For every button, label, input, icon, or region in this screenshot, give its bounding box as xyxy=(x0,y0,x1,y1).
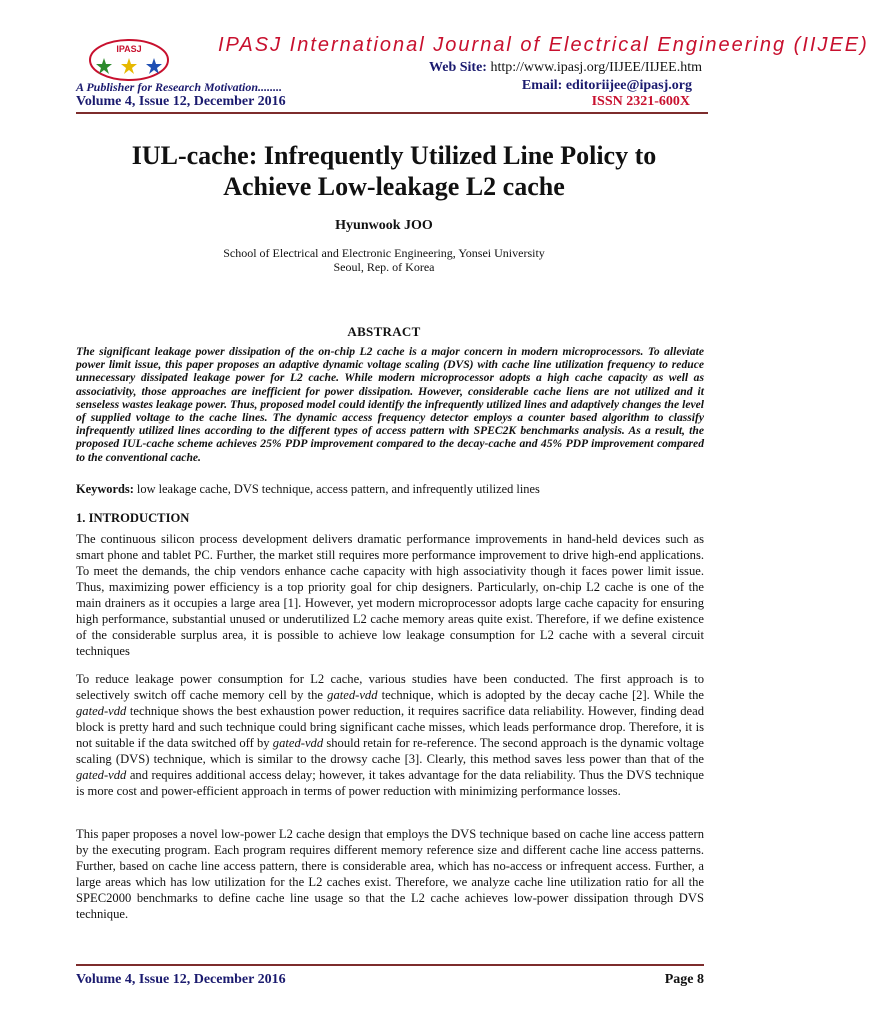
website-line xyxy=(429,60,702,76)
p2-text-b: technique, which is adopted by the decay cache [2]. While the xyxy=(377,688,705,702)
intro-paragraph-3: This paper proposes a novel low-power L2 cache design that employs the DVS technique based on cache line access pattern by the executing program. Each program requires different memory reference size and different cache line access patterns. Further, based on cache line access pattern, there is considerable area, which has no-access or infrequent access. Further, a large areas which has low utilization for the L2 caches exist. Therefore, we analyze cache line utilization ratio for all the SPEC2000 benchmarks to define cache line usage so that the L2 cache achieves low-power dissipation through DVS technique. xyxy=(76,827,704,921)
title-line-1: IUL-cache: Infrequently Utilized Line Policy to xyxy=(131,141,657,170)
issn: ISSN 2321-600X xyxy=(591,94,690,109)
affiliation xyxy=(0,246,768,274)
journal-title: IPASJ International Journal of Electrical Engineering (IIJEE) xyxy=(218,34,869,56)
author: Hyunwook JOO xyxy=(335,218,433,233)
intro-paragraph-1: The continuous silicon process development delivers dramatic performance improvements in hand-held devices such as smart phone and tablet PC. Further, the market still requires more performance improvement to drive high-end applications. To meet the demands, the chip vendors enhance cache capacity with high associativity though it faces power limit issue. Thus, maximizing power efficiency is a top priority goal for chip designers. Particularly, on-chip L2 cache is one of the main drainers as it occupies a large area [1]. However, yet modern microprocessor adopts large cache capacity for ensuring high performance, substantial unused or underutilized L2 cache memory areas quite exist. Therefore, if we define existence of the considerable surplus area, it is possible to achieve low leakage consumption for L2 cache with a several circuit techniques xyxy=(76,532,704,658)
p2-text-d: should retain for re-reference. The second approach is the dynamic voltage scaling (DVS) technique, which is similar to the drowsy cache [3]. Clearly, this method saves less power than that of the xyxy=(76,736,705,766)
footer-volume-issue: Volume 4, Issue 12, December 2016 xyxy=(76,972,286,987)
publisher-motto: A Publisher for Research Motivation........ xyxy=(76,80,283,94)
affiliation-line-1: School of Electrical and Electronic Engineering, Yonsei University xyxy=(223,246,545,260)
footer-rule xyxy=(76,964,704,966)
keywords xyxy=(76,482,706,497)
header-volume-issue: Volume 4, Issue 12, December 2016 xyxy=(76,94,286,109)
p2-text-c: technique shows the best exhaustion power reduction, it requires sacrifice data reliability. However, finding dead block is pretty hard and such technique could bring significant cache misses, which leads performance drop. Therefore, it is not suitable if the data switched off by xyxy=(76,704,704,750)
email-line xyxy=(522,78,692,94)
keywords-text: low leakage cache, DVS technique, access pattern, and infrequently utilized lines xyxy=(133,482,540,496)
logo-text: IPASJ xyxy=(116,44,142,54)
p2-text-a: To reduce leakage power consumption for L2 cache, various studies have been conducted. The first approach is to selectively switch off cache memory cell by the xyxy=(76,672,704,702)
p2-gated-vdd-1: gated-vdd xyxy=(327,688,378,702)
p2-gated-vdd-4: gated-vdd xyxy=(76,768,127,782)
title-line-2: Achieve Low-leakage L2 cache xyxy=(223,172,565,201)
affiliation-line-2: Seoul, Rep. of Korea xyxy=(333,260,435,274)
introduction-heading: 1. INTRODUCTION xyxy=(76,511,190,525)
intro-paragraph-2 xyxy=(76,671,704,799)
abstract-heading: ABSTRACT xyxy=(347,324,421,339)
p2-text-e: and requires additional access delay; however, it takes advantage for the data reliability. Thus the DVS technique is more cost and power-efficient approach in terms of power reduction with minimizing performance losses. xyxy=(76,768,704,798)
p2-gated-vdd-2: gated-vdd xyxy=(76,704,127,718)
paper-title xyxy=(60,140,728,202)
p2-gated-vdd-3: gated-vdd xyxy=(272,736,324,750)
page-number: Page 8 xyxy=(664,972,704,987)
website-url[interactable]: http://www.ipasj.org/IIJEE/IIJEE.htm xyxy=(490,60,702,75)
ipasj-logo xyxy=(88,38,170,82)
email-label: Email: xyxy=(521,78,563,93)
yellow-star-icon xyxy=(121,58,137,74)
website-label: Web Site: xyxy=(429,60,487,75)
email-value[interactable]: editoriijee@ipasj.org xyxy=(565,78,692,93)
header-rule xyxy=(76,112,708,114)
abstract-text: The significant leakage power dissipation of the on-chip L2 cache is a major concern in modern microprocessors. To alleviate power limit issue, this paper proposes an adaptive dynamic voltage scaling (DVS) with cache line utilization frequency to reduce unnecessary dissipated leakage power for L2 cache. While modern microprocessor adopts a high cache capacity as well as associativity, those approaches are inefficient for power dissipation. However, considerable cache liens are not utilized and it senseless wastes leakage power. Thus, proposed model could identify the infrequently utilized lines and adaptively changes the level of supplied voltage to the cache lines. The dynamic access frequency detector employs a counter based algorithm to classify infrequently utilized lines according to the different types of access pattern with SPEC2K benchmarks analysis. As a result, the proposed IUL-cache scheme achieves 25% PDP improvement compared to the decay-cache and 45% PDP improvement compared to the conventional cache. xyxy=(76,345,704,464)
keywords-label: Keywords: xyxy=(76,482,134,496)
